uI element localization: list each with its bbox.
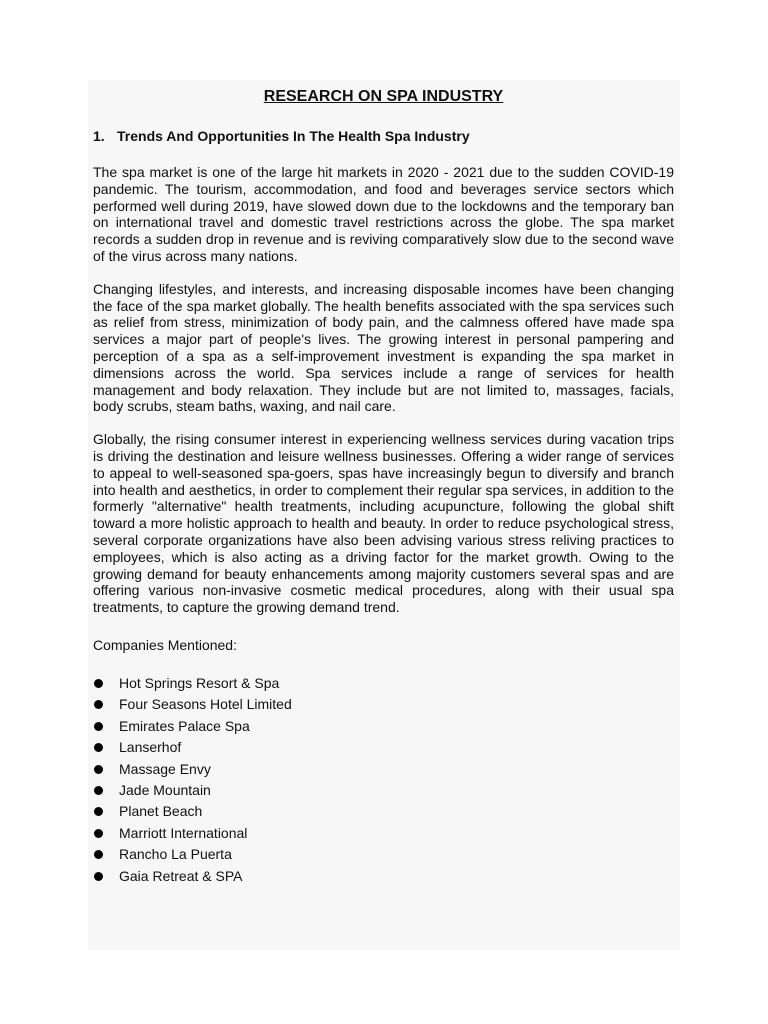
company-name: Massage Envy	[119, 760, 211, 777]
company-name: Four Seasons Hotel Limited	[119, 696, 292, 713]
list-item	[93, 716, 674, 737]
bullet-icon	[94, 829, 103, 838]
bullet-icon	[94, 807, 103, 816]
document-title: RESEARCH ON SPA INDUSTRY	[263, 88, 504, 105]
list-item	[93, 801, 674, 822]
company-name: Lanserhof	[119, 739, 182, 756]
section-number: 1.	[93, 128, 105, 144]
paragraph-covid-impact: The spa market is one of the large hit markets in 2020 - 2021 due to the sudden COVID-19 pandemic. The tourism, accommodation, and food and beverages service sectors which performed well during 2019, have slowed down due to the lockdowns and the temporary ban on international travel and domestic travel restrictions across the globe. The spa market records a sudden drop in revenue and is reviving comparatively slow due to the second wave of the virus across many nations.	[93, 164, 674, 264]
list-item	[93, 694, 674, 715]
company-name: Marriott International	[119, 824, 248, 841]
list-item	[93, 823, 674, 844]
section-heading	[93, 127, 674, 145]
companies-label: Companies Mentioned:	[93, 636, 237, 653]
list-item	[93, 866, 674, 887]
bullet-icon	[94, 765, 103, 774]
company-name: Gaia Retreat & SPA	[119, 867, 243, 884]
list-item	[93, 844, 674, 865]
company-name: Hot Springs Resort & Spa	[119, 674, 280, 691]
company-name: Planet Beach	[119, 803, 203, 820]
list-item	[93, 737, 674, 758]
paragraph-wellness-trends: Globally, the rising consumer interest in experiencing wellness services during vacation trips is driving the destination and leisure wellness businesses. Offering a wider range of services to appeal to well-seasoned spa-goers, spas have increasingly begun to diversify and branch into health and aesthetics, in order to complement their regular spa services, in addition to the formerly "alternative" health treatments, including acupuncture, following the global shift toward a more holistic approach to health and beauty. In order to reduce psychological stress, several corporate organizations have also been advising various stress reliving practices to employees, which is also acting as a driving factor for the market growth. Owing to the growing demand for beauty enhancements among majority customers several spas and are offering various non-invasive cosmetic medical procedures, along with their usual spa treatments, to capture the growing demand trend.	[93, 431, 674, 616]
company-name: Emirates Palace Spa	[119, 717, 250, 734]
company-name: Jade Mountain	[119, 781, 211, 798]
bullet-icon	[94, 743, 103, 752]
section-heading-text: Trends And Opportunities In The Health Spa Industry	[117, 128, 470, 144]
bullet-icon	[94, 850, 103, 859]
paragraph-changing-lifestyles: Changing lifestyles, and interests, and increasing disposable incomes have been changing the face of the spa market globally. The health benefits associated with the spa services such as relief from stress, minimization of body pain, and the calmness offered have made spa services a major part of people's lives. The growing interest in personal pampering and perception of a spa as a self-improvement investment is expanding the spa market in dimensions across the world. Spa services include a range of services for health management and body relaxation. They include but are not limited to, massages, facials, body scrubs, steam baths, waxing, and nail care.	[93, 280, 674, 415]
bullet-icon	[94, 700, 103, 709]
list-item	[93, 673, 674, 694]
list-item	[93, 759, 674, 780]
bullet-icon	[94, 786, 103, 795]
bullet-icon	[94, 722, 103, 731]
bullet-icon	[94, 679, 103, 688]
company-list	[93, 673, 674, 887]
company-name: Rancho La Puerta	[119, 846, 232, 863]
list-item	[93, 780, 674, 801]
bullet-icon	[94, 872, 103, 881]
document-body	[93, 86, 674, 887]
